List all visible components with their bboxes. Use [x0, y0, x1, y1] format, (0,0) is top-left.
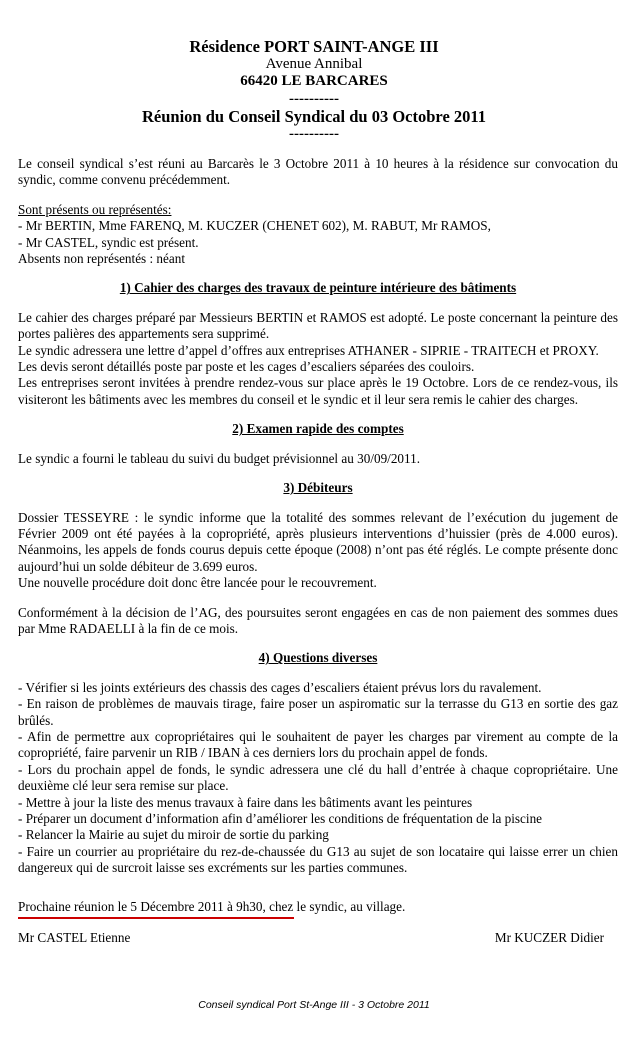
list-item: - Mettre à jour la liste des menus travaux à faire dans les bâtiments avant les peintures: [18, 794, 473, 810]
attendance-present: - Mr BERTIN, Mme FARENQ, M. KUCZER (CHENET 602), M. RABUT, Mr RAMOS,: [18, 218, 491, 234]
city-address: 66420 LE BARCARES: [240, 73, 388, 89]
section-3-title: 3) Débiteurs: [283, 480, 353, 496]
list-item: - Vérifier si les joints extérieurs des chassis des cages d’escaliers étaient prévus lors du ravalement.: [18, 679, 542, 695]
section-1-paragraph: Le syndic adressera une lettre d’appel d’offres aux entreprises ATHANER - SIPRIE - TRAITECH et PROXY.: [18, 342, 599, 358]
page-footer: Conseil syndical Port St-Ange III - 3 Octobre 2011: [198, 999, 430, 1011]
attendance-syndic: - Mr CASTEL, syndic est présent.: [18, 234, 199, 250]
signature-left: Mr CASTEL Etienne: [18, 930, 131, 945]
separator-1: ----------: [289, 90, 339, 107]
document-body: [18, 156, 618, 877]
attendance-block: [18, 202, 618, 268]
questions-list: [18, 680, 618, 877]
section-2-title: 2) Examen rapide des comptes: [232, 421, 404, 437]
document-header: [0, 38, 628, 143]
section-1-title: 1) Cahier des charges des travaux de peinture intérieure des bâtiments: [119, 280, 517, 296]
section-3-paragraph: Une nouvelle procédure doit donc être lancée pour le recouvrement.: [18, 575, 377, 591]
residence-name: Résidence PORT SAINT-ANGE III: [189, 37, 439, 56]
next-meeting-underline: [18, 917, 294, 919]
signature-right: Mr KUCZER Didier: [494, 930, 604, 945]
next-meeting: Prochaine réunion le 5 Décembre 2011 à 9h30, chez le syndic, au village.: [18, 899, 406, 914]
street-address: Avenue Annibal: [265, 55, 363, 72]
list-item: - Afin de permettre aux copropriétaires qui le souhaitent de payer les charges par virement au compte de la copropriété, faire parvenir un RIB / IBAN à ces derniers lors du prochain appel de fonds.: [18, 728, 618, 761]
list-item: - En raison de problèmes de mauvais tirage, faire poser un aspiromatic sur la terrasse du G13 en sortie des gaz brûlés.: [18, 696, 618, 728]
section-4-title: 4) Questions diverses: [258, 650, 378, 666]
section-3-paragraph: Dossier TESSEYRE : le syndic informe que la totalité des sommes relevant de l’exécution du jugement de Février 2009 ont été payées à la copropriété, après plusieurs interventions d’huissier (près de 4.000 euros). Néanmoins, les appels de fonds courus depuis cette époque (2008) n’ont pas été réglés. Le compte présente donc aujourd’hui un solde débiteur de 3.699 euros.: [18, 509, 618, 574]
list-item: - Lors du prochain appel de fonds, le syndic adressera une clé du hall d’entrée à chaque copropriétaire. Une deuxième clé leur sera remise sur place.: [18, 761, 618, 794]
attendance-heading: Sont présents ou représentés:: [18, 201, 172, 217]
separator-2: ----------: [289, 125, 339, 142]
section-1-paragraph: Les entreprises seront invitées à prendre rendez-vous sur place après le 19 Octobre. Lors de ce rendez-vous, ils visiteront les bâtiments avec les membres du conseil et le syndic et il leur sera remis le cahier des charges.: [18, 375, 618, 407]
section-3-paragraph: Conformément à la décision de l’AG, des poursuites seront engagées en cas de non paiement des sommes dues par Mme RADAELLI à la fin de ce mois.: [18, 604, 618, 636]
intro-paragraph: Le conseil syndical s’est réuni au Barcarès le 3 Octobre 2011 à 10 heures à la résidence sur convocation du syndic, comme convenu précédemment.: [18, 156, 618, 188]
list-item: - Préparer un document d’information afin d’améliorer les conditions de fréquentation de la piscine: [18, 811, 543, 826]
list-item: - Faire un courrier au propriétaire du rez-de-chaussée du G13 au sujet de son locataire qui laisse errer un chien dangereux qui de surcroit laisse ses excréments sur les parties communes.: [18, 843, 618, 876]
section-1-paragraph: Le cahier des charges préparé par Messieurs BERTIN et RAMOS est adopté. Le poste concernant la peinture des portes palières des appartements sera supprimé.: [18, 309, 618, 342]
section-2-paragraph: Le syndic a fourni le tableau du suivi du budget prévisionnel au 30/09/2011.: [18, 450, 421, 466]
list-item: - Relancer la Mairie au sujet du miroir de sortie du parking: [18, 827, 329, 843]
section-1-paragraph: Les devis seront détaillés poste par poste et les cages d’escaliers séparées des couloirs.: [18, 359, 475, 375]
attendance-absent: Absents non représentés : néant: [18, 251, 185, 267]
meeting-title: Réunion du Conseil Syndical du 03 Octobre 2011: [142, 107, 486, 126]
